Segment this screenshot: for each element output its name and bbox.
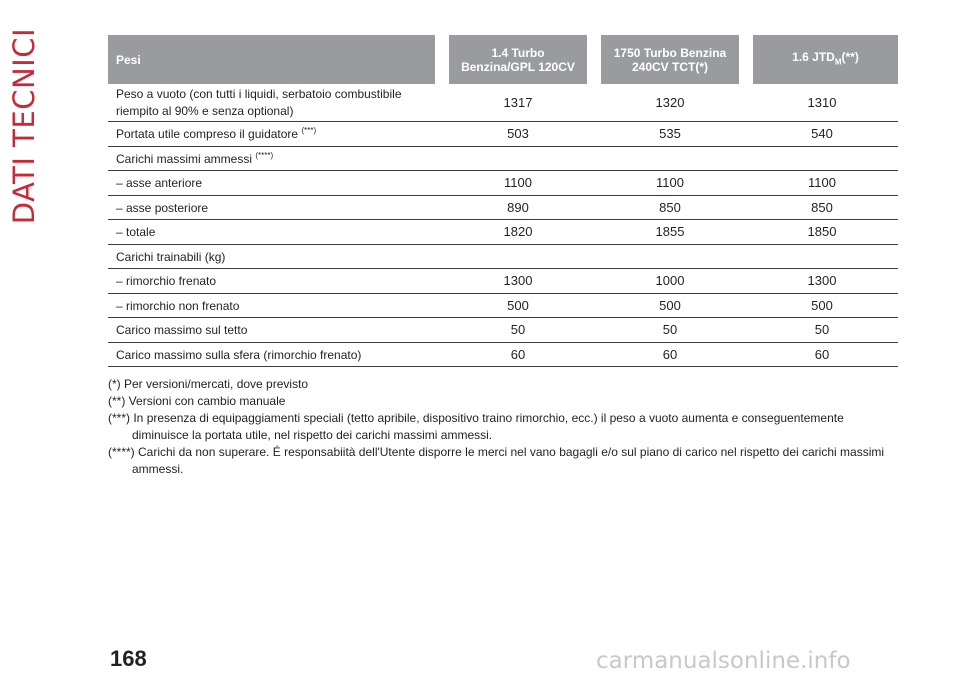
row-value-1: 50 — [442, 318, 594, 343]
row-label-ref: (***) — [301, 126, 317, 136]
row-value-1: 503 — [442, 122, 594, 147]
table-row — [108, 171, 898, 196]
row-value-3: 1850 — [746, 220, 898, 245]
footnote-marker: (****) — [108, 445, 135, 459]
header-col-3-ref: (**) — [841, 49, 859, 64]
row-value-2: 500 — [594, 293, 746, 318]
footnote-text: In presenza di equipaggiamenti speciali (tetto apribile, dispositivo traino rimorchio, ecc.) il peso a vuoto aumenta e conseguentemente diminuisce la portata utile, nel rispetto dei carichi massimi ammessi. — [130, 411, 844, 442]
page-number: 168 — [110, 646, 147, 671]
row-label-text: Portata utile compreso il guidatore — [116, 127, 302, 142]
table-row — [108, 195, 898, 220]
footnote-text: Versioni con cambio manuale — [125, 394, 286, 408]
row-label-text: Carichi massimi ammessi — [116, 151, 256, 166]
row-value-2: 60 — [594, 342, 746, 367]
header-col-2 — [594, 35, 746, 84]
row-value-3: 1100 — [746, 171, 898, 196]
table-row — [108, 269, 898, 294]
row-value-2: 1320 — [594, 84, 746, 122]
table-row — [108, 244, 898, 269]
row-value-1: 1100 — [442, 171, 594, 196]
row-value-3: 60 — [746, 342, 898, 367]
row-value-1: 890 — [442, 195, 594, 220]
table-row — [108, 342, 898, 367]
row-label-text: – totale — [116, 225, 156, 240]
table-body — [108, 84, 898, 367]
row-label — [108, 146, 442, 171]
footnote-text: Per versioni/mercati, dove previsto — [120, 377, 309, 391]
row-value-1 — [442, 146, 594, 171]
header-col-3 — [746, 35, 898, 84]
table-row — [108, 84, 898, 122]
row-value-2 — [594, 244, 746, 269]
row-value-2: 50 — [594, 318, 746, 343]
row-label-text: – asse posteriore — [116, 200, 209, 215]
table-header-row — [108, 35, 898, 84]
footnote-marker: (***) — [108, 411, 131, 425]
row-value-3 — [746, 244, 898, 269]
row-value-3: 1310 — [746, 84, 898, 122]
row-value-1 — [442, 244, 594, 269]
row-label-text: – rimorchio non frenato — [116, 298, 240, 313]
header-col-1: 1.4 Turbo Benzina/GPL 120CV — [442, 35, 594, 84]
row-value-2: 1100 — [594, 171, 746, 196]
row-label — [108, 293, 442, 318]
weights-table — [108, 35, 898, 367]
row-value-3: 1300 — [746, 269, 898, 294]
row-value-2 — [594, 146, 746, 171]
footnote — [108, 444, 900, 478]
row-value-1: 1300 — [442, 269, 594, 294]
row-value-3: 540 — [746, 122, 898, 147]
table-row — [108, 220, 898, 245]
footnote — [108, 393, 900, 410]
row-value-1: 1317 — [442, 84, 594, 122]
table-row — [108, 293, 898, 318]
row-value-2: 1855 — [594, 220, 746, 245]
footnote — [108, 410, 900, 444]
row-value-1: 60 — [442, 342, 594, 367]
row-label-text: Peso a vuoto (con tutti i liquidi, serbatoio combustibile riempito al 90% e senza optional) — [116, 87, 402, 118]
header-col-2-label: 1750 Turbo Benzina 240CV TCT — [613, 45, 727, 74]
footnote-marker: (*) — [108, 377, 121, 391]
footnote — [108, 376, 900, 393]
row-label-ref: (****) — [255, 150, 274, 160]
row-value-3: 500 — [746, 293, 898, 318]
row-label — [108, 318, 442, 343]
header-col-3-label: 1.6 JTD — [792, 49, 835, 64]
row-label — [108, 122, 442, 147]
row-label-text: – rimorchio frenato — [116, 274, 217, 289]
row-label-text: Carico massimo sulla sfera (rimorchio frenato) — [116, 347, 362, 362]
row-value-3: 50 — [746, 318, 898, 343]
row-value-2: 850 — [594, 195, 746, 220]
row-value-2: 1000 — [594, 269, 746, 294]
row-label-text: Carico massimo sul tetto — [116, 323, 248, 338]
row-value-3 — [746, 146, 898, 171]
header-pesi: Pesi — [108, 35, 442, 84]
row-value-1: 500 — [442, 293, 594, 318]
table-row — [108, 146, 898, 171]
row-label — [108, 269, 442, 294]
row-label — [108, 244, 442, 269]
row-label-text: Carichi trainabili (kg) — [116, 249, 226, 264]
row-value-1: 1820 — [442, 220, 594, 245]
row-label — [108, 220, 442, 245]
row-value-3: 850 — [746, 195, 898, 220]
row-label — [108, 84, 442, 122]
table-row — [108, 122, 898, 147]
watermark: carmanualsonline.info — [596, 648, 851, 674]
section-title: DATI TECNICI — [7, 28, 41, 225]
row-label — [108, 342, 442, 367]
footnotes — [108, 376, 900, 478]
table-row — [108, 318, 898, 343]
footnote-marker: (**) — [108, 394, 126, 408]
row-label — [108, 195, 442, 220]
row-label — [108, 171, 442, 196]
row-value-2: 535 — [594, 122, 746, 147]
header-col-3-sub: M — [834, 57, 842, 67]
header-col-2-ref: (*) — [695, 59, 709, 74]
row-label-text: – asse anteriore — [116, 176, 203, 191]
footnote-text: Carichi da non superare. É responsabiità dell'Utente disporre le merci nel vano bagagli e/o sul piano di carico nel rispetto dei carichi massimi ammessi. — [132, 445, 885, 476]
